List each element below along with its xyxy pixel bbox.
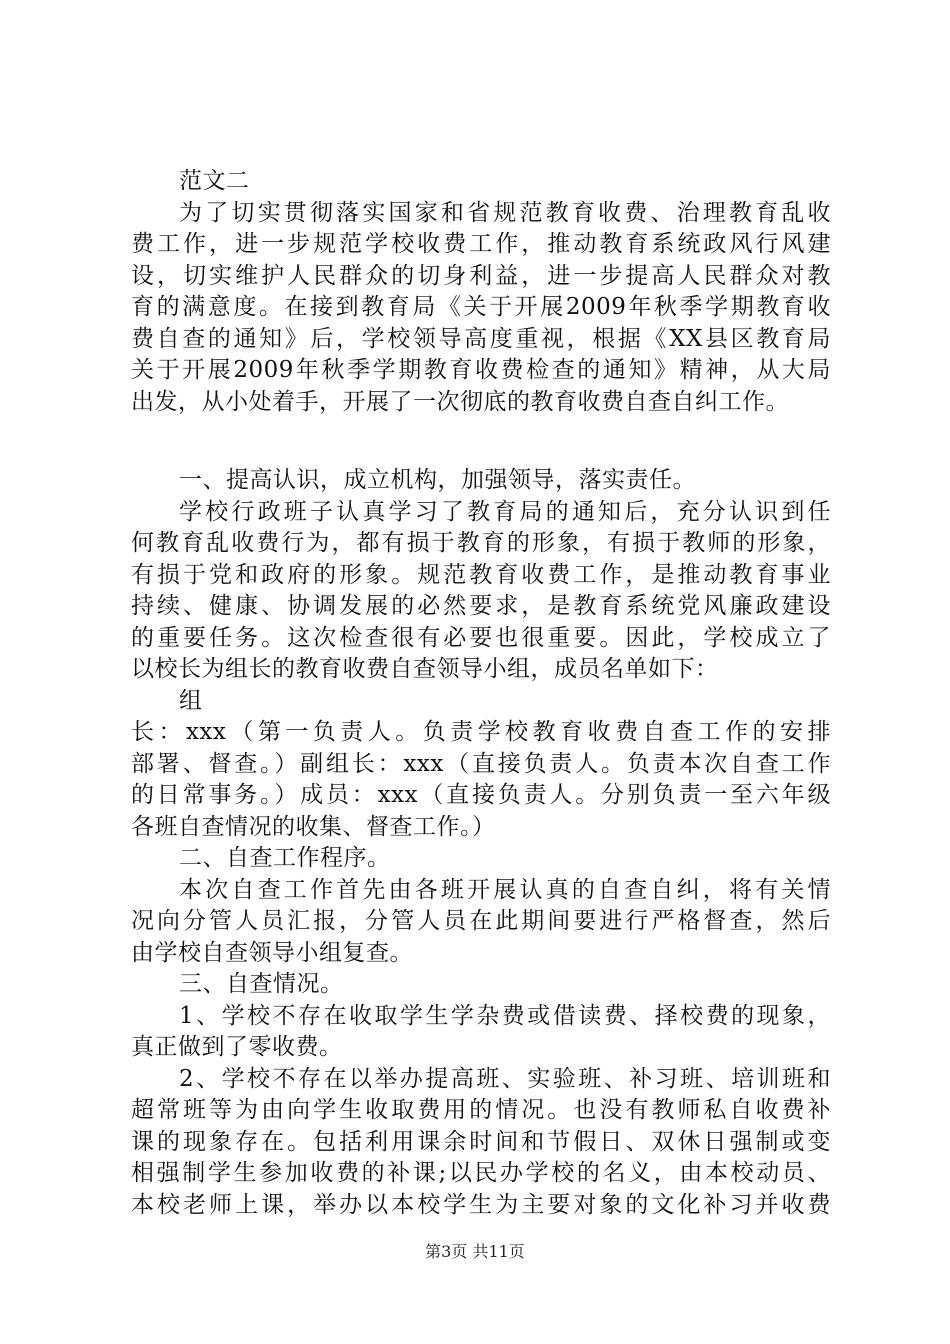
- paragraph-line: 的日常事务。）成员：xxx（直接负责人。分别负责一至六年级: [131, 782, 831, 808]
- paragraph-line: 2、学校不存在以举办提高班、实验班、补习班、培训班和: [179, 1065, 831, 1092]
- section-heading: 一、提高认识，成立机构，加强领导，落实责任。: [179, 467, 696, 493]
- document-body: [131, 166, 831, 1221]
- paragraph-line: 以校长为组长的教育收费自查领导小组，成员名单如下：: [131, 656, 719, 682]
- paragraph-gap: [131, 418, 831, 465]
- paragraph-line: 部署、督查。）副组长：xxx（直接负责人。负责本次自查工作: [131, 750, 831, 777]
- section-title: 范文二: [179, 168, 250, 194]
- paragraph-line: 为了切实贯彻落实国家和省规范教育收费、治理教育乱收: [179, 199, 831, 226]
- paragraph-line: 出发，从小处着手，开展了一次彻底的教育收费自查自纠工作。: [131, 388, 789, 415]
- paragraph-line: 课的现象存在。包括利用课余时间和节假日、双休日强制或变: [131, 1128, 831, 1155]
- paragraph-line: 持续、健康、协调发展的必然要求，是教育系统党风廉政建设: [131, 593, 831, 619]
- paragraph-line: 况向分管人员汇报，分管人员在此期间要进行严格督查，然后: [131, 908, 831, 934]
- page-number-footer: 第3页 共11页: [425, 1242, 525, 1261]
- paragraph-line: 真正做到了零收费。: [131, 1034, 343, 1060]
- paragraph-line: 各班自查情况的收集、督查工作。）: [131, 813, 496, 840]
- paragraph-line: 关于开展2009年秋季学期教育收费检查的通知》精神，从大局: [131, 357, 831, 383]
- paragraph-line: 1、学校不存在收取学生学杂费或借读费、择校费的现象，: [179, 1002, 831, 1029]
- paragraph-line: 有损于党和政府的形象。规范教育收费工作，是推动教育事业: [131, 561, 831, 588]
- paragraph-line: 学校行政班子认真学习了教育局的通知后，充分认识到任: [179, 498, 831, 525]
- paragraph-line: 费自查的通知》后，学校领导高度重视，根据《XX县区教育局: [131, 325, 831, 352]
- paragraph-line: 设，切实维护人民群众的切身利益，进一步提高人民群众对教: [131, 262, 831, 289]
- paragraph-line: 费工作，进一步规范学校收费工作，推动教育系统政风行风建: [131, 231, 831, 257]
- paragraph-line: 的重要任务。这次检查很有必要也很重要。因此，学校成立了: [131, 624, 831, 651]
- paragraph-line: 相强制学生参加收费的补课;以民办学校的名义，由本校动员、: [131, 1160, 831, 1186]
- paragraph-line: 本次自查工作首先由各班开展认真的自查自纠，将有关情: [179, 876, 831, 903]
- section-heading: 二、自查工作程序。: [179, 845, 391, 871]
- paragraph-line: 本校老师上课，举办以本校学生为主要对象的文化补习并收费: [131, 1191, 831, 1218]
- paragraph-line: 育的满意度。在接到教育局《关于开展2009年秋季学期教育收: [131, 294, 831, 320]
- paragraph-line: 超常班等为由向学生收取费用的情况。也没有教师私自收费补: [131, 1097, 831, 1123]
- paragraph-line: 组: [179, 687, 203, 714]
- paragraph-line: 由学校自查领导小组复查。: [131, 939, 413, 966]
- paragraph-line: 何教育乱收费行为，都有损于教育的形象，有损于教师的形象，: [131, 530, 831, 556]
- section-heading: 三、自查情况。: [179, 971, 344, 997]
- paragraph-line: 长：xxx（第一负责人。负责学校教育收费自查工作的安排: [131, 719, 831, 745]
